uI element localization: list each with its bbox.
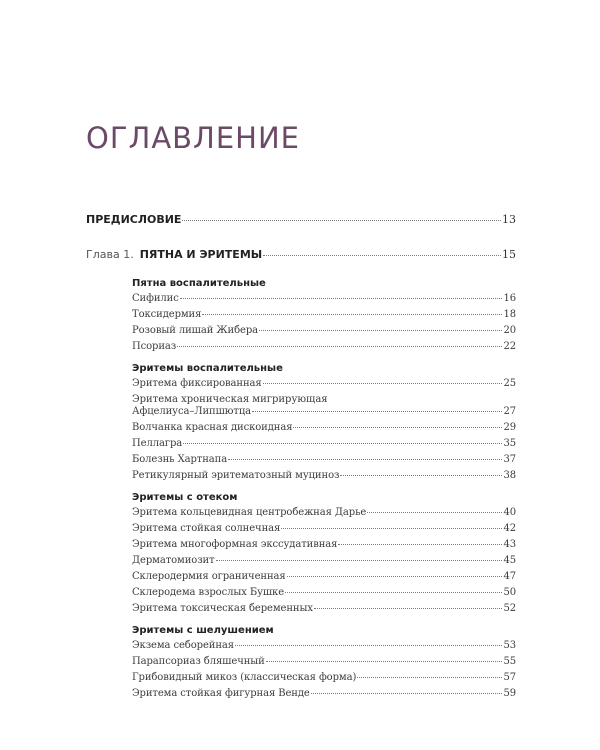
page-title: ОГЛАВЛЕНИЕ: [86, 121, 301, 155]
leader-dots: [357, 677, 502, 678]
leader-dots: [287, 576, 503, 577]
toc-entry[interactable]: [132, 539, 516, 550]
toc-entry-label: Пеллагра: [132, 438, 183, 449]
leader-dots: [180, 298, 503, 299]
toc-entry[interactable]: [132, 603, 516, 614]
leader-dots: [216, 560, 503, 561]
toc-entry[interactable]: [132, 523, 516, 534]
section-heading: Пятна воспалительные: [132, 278, 266, 289]
leader-dots: [263, 255, 501, 256]
toc-entry-label: Розовый лишай Жибера: [132, 325, 258, 336]
toc-entry-page: 52: [503, 603, 516, 614]
leader-dots: [263, 383, 503, 384]
toc-entry[interactable]: [132, 688, 516, 699]
leader-dots: [228, 459, 502, 460]
toc-entry-page: 20: [503, 325, 516, 336]
leader-dots: [235, 645, 502, 646]
toc-entry-label: ПРЕДИСЛОВИЕ: [86, 213, 182, 226]
toc-entry-page: 47: [503, 571, 516, 582]
leader-dots: [311, 693, 503, 694]
toc-entry-label: Болезнь Хартнапа: [132, 454, 228, 465]
toc-entry[interactable]: [132, 555, 516, 566]
toc-entry-label: Эритема стойкая солнечная: [132, 523, 281, 534]
toc-entry-label: Эритема токсическая беременных: [132, 603, 313, 614]
toc-entry-page: 55: [503, 656, 516, 667]
toc-entry-page: 18: [503, 309, 516, 320]
toc-entry-label: Экзема себорейная: [132, 640, 234, 651]
toc-entry-page: 29: [503, 422, 516, 433]
toc-entry-preface[interactable]: [86, 213, 516, 226]
toc-entry-page: 57: [503, 672, 516, 683]
section-heading: Эритемы с шелушением: [132, 625, 274, 636]
toc-entry-page: 35: [503, 438, 516, 449]
toc-entry[interactable]: [132, 454, 516, 465]
toc-entry[interactable]: [132, 293, 516, 304]
toc-entry-label: Эритема кольцевидная центробежная Дарье: [132, 507, 367, 518]
toc-entry-label: Токсидермия: [132, 309, 202, 320]
chapter-number: Глава 1.: [86, 248, 134, 261]
leader-dots: [314, 608, 503, 609]
leader-dots: [183, 443, 502, 444]
toc-entry-page: 13: [502, 213, 516, 226]
toc-entry-page: 37: [503, 454, 516, 465]
section-heading: Эритемы с отеком: [132, 492, 238, 503]
toc-entry-page: 15: [502, 248, 516, 261]
toc-entry[interactable]: [132, 422, 516, 433]
leader-dots: [259, 330, 502, 331]
toc-entry-page: 50: [503, 587, 516, 598]
leader-dots: [266, 661, 503, 662]
leader-dots: [340, 475, 502, 476]
toc-entry-label: Афцелиуса–Липшютца: [132, 406, 252, 417]
toc-entry-label: Псориаз: [132, 341, 177, 352]
toc-entry-label: Ретикулярный эритематозный муциноз: [132, 470, 340, 481]
leader-dots: [285, 592, 502, 593]
toc-entry[interactable]: [132, 406, 516, 417]
leader-dots: [252, 411, 502, 412]
toc-entry-page: 53: [503, 640, 516, 651]
toc-entry-page: 59: [503, 688, 516, 699]
toc-entry-page: 22: [503, 341, 516, 352]
leader-dots: [202, 314, 502, 315]
toc-entry-page: 45: [503, 555, 516, 566]
toc-entry-label-line1[interactable]: Эритема хроническая мигрирующая: [132, 394, 328, 405]
toc-entry-label: Сифилис: [132, 293, 179, 304]
toc-entry[interactable]: [132, 672, 516, 683]
toc-entry-page: 42: [503, 523, 516, 534]
toc-entry[interactable]: [132, 470, 516, 481]
section-heading: Эритемы воспалительные: [132, 363, 283, 374]
toc-entry-page: 16: [503, 293, 516, 304]
toc-entry-chapter-1[interactable]: [86, 248, 516, 261]
toc-entry-label: ПЯТНА И ЭРИТЕМЫ: [139, 248, 263, 261]
toc-entry[interactable]: [132, 341, 516, 352]
toc-entry-label: Волчанка красная дискоидная: [132, 422, 293, 433]
toc-entry-page: 38: [503, 470, 516, 481]
toc-entry[interactable]: [132, 438, 516, 449]
toc-entry[interactable]: [132, 507, 516, 518]
toc-entry-page: 40: [503, 507, 516, 518]
toc-entry[interactable]: [132, 378, 516, 389]
toc-entry[interactable]: [132, 656, 516, 667]
leader-dots: [293, 427, 502, 428]
toc-entry-label: Эритема стойкая фигурная Венде: [132, 688, 310, 699]
toc-entry[interactable]: [132, 571, 516, 582]
leader-dots: [177, 346, 502, 347]
toc-entry-label: Склеродермия ограниченная: [132, 571, 286, 582]
toc-entry[interactable]: [132, 309, 516, 320]
toc-entry[interactable]: [132, 325, 516, 336]
toc-entry-label: Склеродема взрослых Бушке: [132, 587, 285, 598]
toc-entry[interactable]: [132, 640, 516, 651]
leader-dots: [367, 512, 502, 513]
toc-entry-page: 25: [503, 378, 516, 389]
toc-entry-label: Парапсориаз бляшечный: [132, 656, 265, 667]
toc-entry-label: Грибовидный микоз (классическая форма): [132, 672, 357, 683]
toc-entry-label: Эритема фиксированная: [132, 378, 262, 389]
toc-entry-page: 27: [503, 406, 516, 417]
toc-entry-label: Эритема многоформная экссудативная: [132, 539, 338, 550]
leader-dots: [281, 528, 502, 529]
leader-dots: [338, 544, 502, 545]
leader-dots: [182, 220, 501, 221]
toc-entry-label: Дерматомиозит: [132, 555, 215, 566]
toc-entry[interactable]: [132, 587, 516, 598]
toc-entry-page: 43: [503, 539, 516, 550]
